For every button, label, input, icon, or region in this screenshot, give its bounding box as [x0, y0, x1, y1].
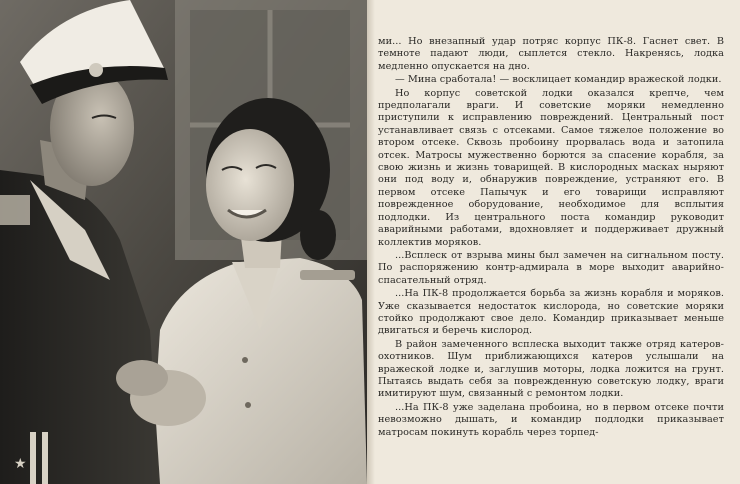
article-paragraph: Но корпус советской лодки оказался крепче, чем предполагали враги. И советские моряки немедленно приступили к исправлению повреждений. Центральный пост устанавливает связь с отсеками. Самое тяжелое положение во втором отсеке. Сквозь пробоину прорвалась вода и затопила отсек. Матросы мужественно борются за спасение корабля, за свою жизнь и жизнь товарищей. В кислородных масках ныряют они под воду и, обнаружив повреждение, устраняют его. В первом отсеке Папычук и его товарищи исправляют поврежденное оборудование, необходимое для всплытия подлодки. Из центрального поста командир руководит аварийными работами, вдохновляет и поддерживает дружный коллектив моряков. — [378, 87, 724, 248]
article-paragraph: — Мина сработала! — восклицает командир вражеской лодки. — [395, 74, 722, 86]
article-paragraph: ...На ПК-8 уже заделана пробоина, но в первом отсеке почти невозможно дышать, и командир подлодки приказывает матросам покинуть корабль через торпед- — [378, 401, 724, 438]
article-paragraph: ...На ПК-8 продолжается борьба за жизнь корабля и моряков. Уже сказывается недостаток кислорода, но советские моряки стойко продолжают свое дело. Командир приказывает меньше двигаться и беречь кислород. — [378, 288, 724, 337]
article-paragraph: В район замеченного всплеска выходит также отряд катеров-охотников. Шум приближающихся катеров услышали на вражеской лодке и, заглушив моторы, лодка ложится на грунт. Пытаясь выдать себя за поврежденную советскую лодку, враги имитируют шум, связанный с ремонтом лодки. — [378, 338, 724, 400]
article-paragraph: ...Всплеск от взрыва мины был замечен на сигнальном посту. По распоряжению контр-адмирала в море выходит аварийно-спасательный отряд. — [378, 249, 724, 286]
article-paragraph: ми... Но внезапный удар потряс корпус ПК-8. Гаснет свет. В темноте падают люди, сыплется стекло. Накренясь, лодка медленно опускается на дно. — [378, 36, 724, 72]
film-still-photo — [0, 0, 367, 484]
page-gutter — [367, 0, 375, 484]
text-page — [378, 0, 724, 484]
svg-text:★: ★ — [14, 456, 27, 472]
photo-illustration — [0, 0, 367, 484]
